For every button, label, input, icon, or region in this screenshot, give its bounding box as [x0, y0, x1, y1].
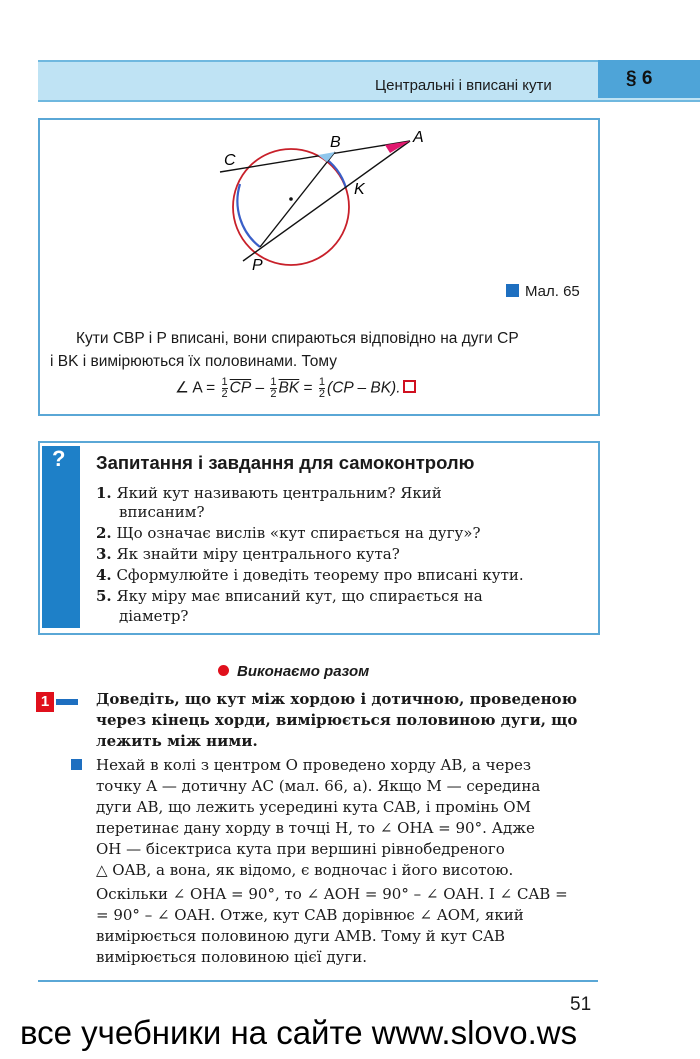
- question-item: 2. Що означає вислів «кут спирається на дугу»?: [96, 524, 481, 542]
- question-item: 4. Сформулюйте і доведіть теорему про вписані кути.: [96, 566, 524, 584]
- chord-bp: [260, 152, 335, 247]
- center-dot: [289, 197, 293, 201]
- chapter-title: Центральні і вписані кути: [375, 77, 552, 94]
- qed-square-icon: [403, 380, 416, 393]
- proof-line-1: Кути CBP і P вписані, вони спираються відповідно на дуги CP: [76, 330, 519, 347]
- question-item: 1. Який кут називають центральним? Який: [96, 484, 442, 502]
- solution-line: вимірюється половиною цієї дуги.: [96, 948, 368, 966]
- questions-side-bar: [42, 446, 80, 628]
- question-item-cont: вписаним?: [119, 503, 205, 521]
- questions-title: Запитання і завдання для самоконтролю: [96, 452, 475, 473]
- proof-line-2: і BK і вимірюються їх половинами. Тому: [50, 353, 337, 370]
- label-c: C: [224, 152, 236, 169]
- question-item-cont: діаметр?: [119, 607, 189, 625]
- solution-line: перетинає дану хорду в точці H, то ∠ OHA = 90°. Адже: [96, 819, 535, 837]
- red-dot-icon: [218, 665, 229, 676]
- section-badge: [598, 60, 700, 98]
- question-mark-icon: ?: [52, 446, 66, 471]
- page-number: 51: [570, 994, 592, 1015]
- line-ca: [220, 141, 410, 172]
- arcs-difference: (CP – BK).: [327, 379, 401, 397]
- figure-65-diagram: [210, 124, 450, 279]
- footer-banner: все учебники на сайте www.slovo.ws: [20, 1014, 578, 1051]
- task-number-badge: 1: [36, 692, 54, 712]
- fraction-half-3: $\frac{1}{2}$: [318, 376, 326, 400]
- label-b: B: [330, 134, 341, 151]
- task-statement-line: лежить між ними.: [96, 732, 258, 750]
- label-a: A: [413, 129, 424, 146]
- fraction-half-1: $\frac{1}{2}$: [221, 376, 228, 400]
- solution-line: вимірюється половиною дуги AMB. Тому й кут CAB: [96, 927, 506, 945]
- proof-formula: ∠ A = $\frac{1}{2}$ $\overline{CP}$ – $\frac{1}{2}$ $\overline{BK}$ = $\frac{1}{2}$ (CP – BK).: [175, 377, 416, 400]
- solution-line: точку A — дотичну AC (мал. 66, a). Якщо M — середина: [96, 777, 541, 795]
- together-heading: Виконаємо разом: [218, 663, 369, 680]
- arc-cp-symbol: $\overline{CP}$: [229, 379, 252, 397]
- arc-bk-symbol: $\overline{BK}$: [278, 379, 300, 397]
- fraction-half-2: $\frac{1}{2}$: [270, 376, 277, 400]
- figure-caption: [506, 283, 580, 300]
- bottom-rule: [38, 980, 598, 982]
- question-item: 3. Як знайти міру центрального кута?: [96, 545, 400, 563]
- solution-line: = 90° – ∠ OAH. Отже, кут CAB дорівнює ∠ AOM, який: [96, 906, 524, 924]
- task-statement-line: через кінець хорди, вимірюється половиною дуги, що: [96, 711, 578, 729]
- solution-line: дуги AB, що лежить усередині кута CAB, і промінь OM: [96, 798, 531, 816]
- label-k: K: [354, 181, 365, 198]
- solution-line: Оскільки ∠ OHA = 90°, то ∠ AOH = 90° – ∠ OAH. І ∠ CAB =: [96, 885, 568, 903]
- task-statement-line: Доведіть, що кут між хордою і дотичною, проведеною: [96, 690, 577, 708]
- caption-square-icon: [506, 284, 519, 297]
- task-number-bar: [56, 699, 78, 705]
- figure-caption-text: Мал. 65: [525, 283, 580, 300]
- solution-line: OH — бісектриса кута при вершині рівнобедреного: [96, 840, 505, 858]
- question-item: 5. Яку міру має вписаний кут, що спирається на: [96, 587, 483, 605]
- formula-lhs: ∠ A =: [175, 379, 216, 397]
- solution-square-icon: [71, 759, 82, 770]
- solution-line: Нехай в колі з центром O проведено хорду AB, а через: [96, 756, 532, 774]
- section-number: § 6: [626, 68, 653, 89]
- label-p: P: [252, 257, 263, 274]
- solution-line: △ OAB, а вона, як відомо, є водночас і його висотою.: [96, 861, 514, 879]
